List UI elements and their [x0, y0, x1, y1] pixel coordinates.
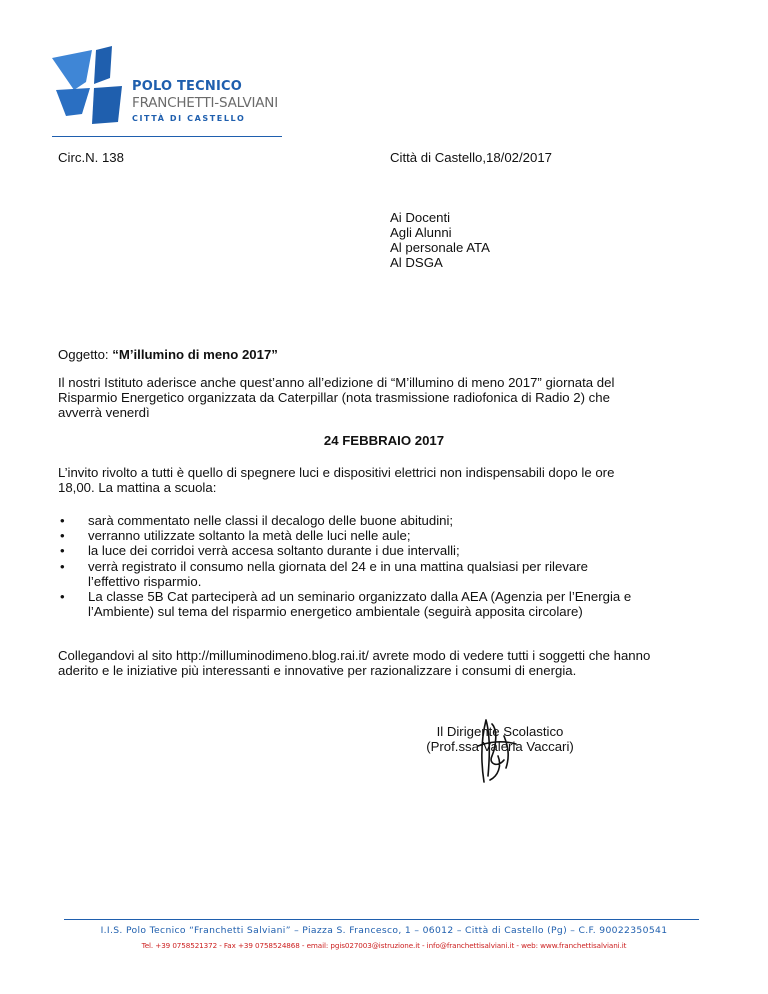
place-date: Città di Castello,18/02/2017	[390, 150, 553, 165]
footer-divider	[64, 919, 699, 920]
list-item-text: verranno utilizzate soltanto la metà delle luci nelle aule;	[88, 528, 411, 544]
bullet-icon: •	[60, 528, 65, 544]
subject-line	[58, 347, 278, 362]
logo-title: POLO TECNICO	[132, 79, 242, 94]
list-item-text: La classe 5B Cat parteciperà ad un seminario organizzato dalla AEA (Agenzia per l’Energia e l’Ambiente) sul tema del risparmio energetico ambientale (seguirà apposita circolare)	[88, 589, 632, 620]
school-logo	[52, 44, 292, 139]
bullet-icon: •	[60, 543, 65, 559]
list-item	[58, 559, 638, 589]
circular-number: Circ.N. 138	[58, 150, 124, 165]
intro-paragraph: Il nostri Istituto aderisce anche quest’anno all’edizione di “M’illumino di meno 2017” giornata del Risparmio Energetico organizzata da Caterpillar (nota trasmissione radiofonica di Radio 2) che avverrà venerdì	[58, 375, 615, 421]
signature-block	[395, 724, 605, 754]
recipient-line: Agli Alunni	[390, 225, 452, 240]
activities-list	[58, 513, 638, 619]
list-item	[58, 589, 638, 619]
recipient-line: Al personale ATA	[390, 240, 490, 255]
event-date: 24 FEBBRAIO 2017	[323, 433, 445, 448]
list-item-text: verrà registrato il consumo nella giornata del 24 e in una mattina qualsiasi per rilevare l’effettivo risparmio.	[88, 558, 588, 589]
bullet-icon: •	[60, 589, 65, 605]
recipients-block	[390, 210, 490, 270]
website-paragraph: Collegandovi al sito http://milluminodimeno.blog.rai.it/ avrete modo di vedere tutti i soggetti che hanno aderito e le iniziative più interessanti e innovative per razionalizzare i consumi di energia.	[58, 648, 651, 679]
recipient-line: Al DSGA	[390, 255, 443, 270]
signatory-role: Il Dirigente Scolastico	[436, 724, 564, 739]
signatory-name: (Prof.ssa Valeria Vaccari)	[426, 739, 574, 755]
logo-subtitle: FRANCHETTI-SALVIANI	[132, 95, 278, 111]
list-item	[58, 513, 638, 528]
list-item	[58, 543, 638, 558]
bullet-icon: •	[60, 513, 65, 528]
subject-label: Oggetto:	[58, 347, 113, 362]
list-item-text: la luce dei corridoi verrà accesa soltanto durante i due intervalli;	[88, 543, 460, 559]
header-divider	[52, 136, 282, 137]
logo-emblem-icon	[52, 44, 130, 124]
bullet-icon: •	[60, 558, 65, 574]
subject-title: “M’illumino di meno 2017”	[112, 347, 278, 362]
recipient-line: Ai Docenti	[390, 210, 451, 225]
footer-contacts: Tel. +39 0758521372 - Fax +39 0758524868 - email: pgis027003@istruzione.it - info@franchettisalviani.it - web: www.franchettisalviani.it	[141, 941, 627, 950]
invitation-paragraph: L’invito rivolto a tutti è quello di spegnere luci e dispositivi elettrici non indispensabili dopo le ore 18,00. La mattina a scuola:	[58, 465, 615, 496]
logo-city: CITTÀ DI CASTELLO	[132, 114, 246, 123]
list-item	[58, 528, 638, 543]
list-item-text: sarà commentato nelle classi il decalogo delle buone abitudini;	[88, 513, 454, 528]
footer-address: I.I.S. Polo Tecnico “Franchetti Salviani” – Piazza S. Francesco, 1 – 06012 – Città di Castello (Pg) – C.F. 90022350541	[100, 925, 668, 936]
